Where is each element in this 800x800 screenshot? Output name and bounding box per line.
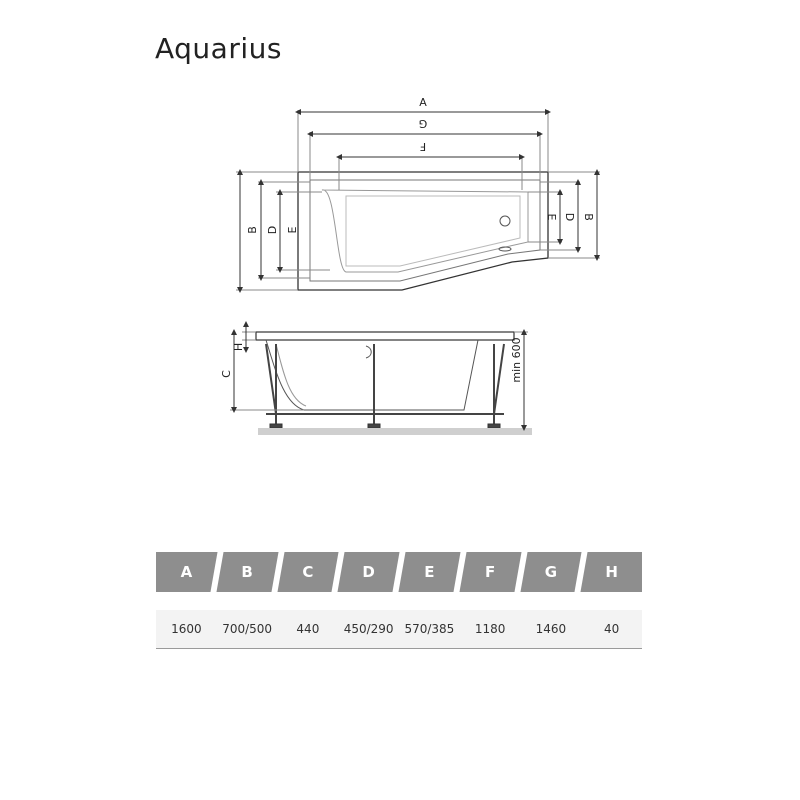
label-d-right: D bbox=[563, 212, 576, 222]
tub-rim-side bbox=[256, 332, 514, 340]
label-c: C bbox=[220, 370, 233, 378]
label-b-left: B bbox=[246, 226, 259, 234]
label-b-right: B bbox=[582, 213, 595, 221]
label-f: F bbox=[419, 140, 427, 153]
dimensions-table bbox=[156, 552, 642, 649]
label-e-right: E bbox=[545, 213, 558, 221]
label-g: G bbox=[418, 117, 428, 130]
header-cell: G bbox=[521, 552, 582, 592]
header-cell: D bbox=[338, 552, 399, 592]
value-cell: 40 bbox=[603, 622, 620, 636]
label-min: min 600 bbox=[510, 337, 523, 383]
label-e-left: E bbox=[286, 226, 299, 234]
label-d-left: D bbox=[266, 225, 279, 235]
value-cell: 440 bbox=[296, 622, 320, 636]
drain-circle bbox=[500, 216, 510, 226]
table-header-row bbox=[156, 552, 642, 592]
product-title: Aquarius bbox=[155, 32, 282, 65]
value-cell: 1600 bbox=[171, 622, 202, 636]
value-cell: 1460 bbox=[535, 622, 567, 636]
top-view bbox=[236, 110, 600, 290]
tub-body-side bbox=[266, 340, 478, 410]
header-cell: A bbox=[180, 563, 193, 581]
table-value-row bbox=[156, 610, 642, 649]
value-cell: 1180 bbox=[474, 622, 506, 636]
label-h: H bbox=[232, 342, 245, 352]
value-cell: 450/290 bbox=[343, 622, 394, 636]
side-view bbox=[230, 324, 532, 435]
value-cell: 700/500 bbox=[222, 622, 273, 636]
header-cell: F bbox=[460, 552, 521, 592]
header-cell: H bbox=[581, 552, 642, 592]
floor bbox=[258, 428, 532, 435]
header-cell: E bbox=[399, 552, 460, 592]
value-cell: 570/385 bbox=[404, 622, 455, 636]
header-cell: B bbox=[217, 552, 278, 592]
label-a: A bbox=[419, 96, 427, 109]
header-cell: C bbox=[278, 552, 339, 592]
